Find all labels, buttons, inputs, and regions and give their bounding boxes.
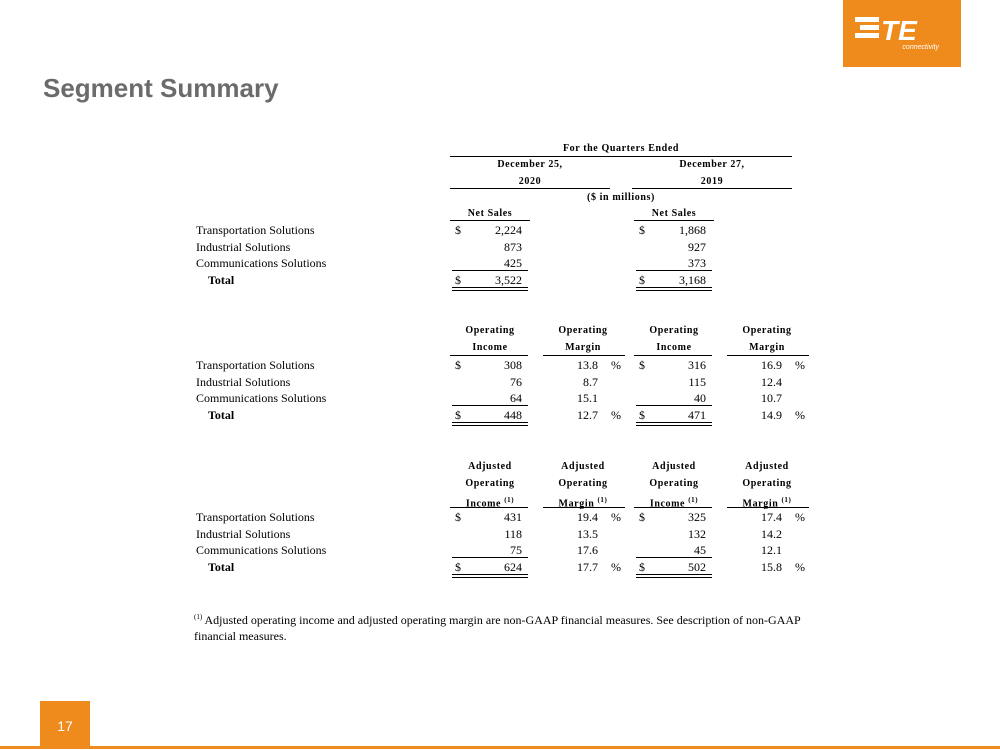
header-margin: Margin [742, 498, 779, 510]
net-sales-total-2020: 3,522 [495, 273, 522, 287]
row-label: Industrial Solutions [196, 375, 291, 389]
adjusted-income-2020: 75 [510, 543, 522, 557]
net-sales-total-2019: 3,168 [679, 273, 706, 287]
header-margin: Margin [749, 342, 785, 353]
operating-income-total-2019: 471 [688, 408, 706, 422]
operating-margin-2020: 13.8 [577, 358, 598, 372]
year-2019: 2019 [700, 176, 724, 187]
operating-income-2019: 316 [688, 358, 706, 372]
currency-symbol: $ [639, 223, 645, 237]
year-2020: 2020 [518, 176, 542, 187]
adjusted-income-2019: 325 [688, 510, 706, 524]
header-margin: Margin [565, 342, 601, 353]
te-logo-mark [843, 0, 961, 67]
logo-subtext: connectivity [902, 44, 939, 51]
percent-sign: % [795, 358, 805, 372]
adjusted-margin-2019: 12.1 [761, 543, 782, 557]
row-label: Communications Solutions [196, 391, 327, 405]
date-2019: December 27, [679, 159, 745, 170]
rule [632, 188, 792, 189]
operating-margin-2019: 16.9 [761, 358, 782, 372]
row-label: Communications Solutions [196, 256, 327, 270]
double-rule [636, 422, 712, 426]
page-number-box [40, 701, 90, 747]
footnote-marker: (1) [504, 496, 515, 504]
operating-income-2020: 64 [510, 391, 522, 405]
footer-rule [0, 746, 1000, 749]
te-connectivity-logo [843, 0, 961, 67]
operating-margin-2019: 12.4 [761, 375, 782, 389]
rule [727, 355, 809, 356]
total-label: Total [208, 273, 235, 287]
adjusted-income-2019: 45 [694, 543, 706, 557]
operating-margin-2019: 10.7 [761, 391, 782, 405]
total-label: Total [208, 560, 235, 574]
net-sales-2020: 2,224 [495, 223, 522, 237]
footnote-marker: (1) [781, 496, 792, 504]
percent-sign: % [795, 408, 805, 422]
header-income: Income [649, 498, 686, 510]
header-operating: Operating [742, 478, 792, 489]
row-label: Communications Solutions [196, 543, 327, 557]
header-margin: Margin [558, 498, 595, 510]
operating-margin-total-2019: 14.9 [761, 408, 782, 422]
rule [543, 507, 625, 508]
header-income: Income [472, 342, 508, 353]
net-sales-2019: 373 [688, 256, 706, 270]
operating-margin-total-2020: 12.7 [577, 408, 598, 422]
rule [543, 355, 625, 356]
rule [452, 557, 528, 558]
operating-income-total-2020: 448 [504, 408, 522, 422]
footnote-marker: (1) [688, 496, 699, 504]
operating-income-2020: 76 [510, 375, 522, 389]
percent-sign: % [795, 510, 805, 524]
adjusted-margin-total-2020: 17.7 [577, 560, 598, 574]
page-number: 17 [57, 718, 73, 734]
adjusted-margin-2019: 14.2 [761, 527, 782, 541]
header-adjusted: Adjusted [745, 461, 789, 472]
percent-sign: % [611, 510, 621, 524]
double-rule [452, 287, 528, 291]
total-label: Total [208, 408, 235, 422]
currency-symbol: $ [639, 273, 645, 287]
header-adjusted: Adjusted [468, 461, 512, 472]
rule [450, 156, 792, 157]
net-sales-header-2020: Net Sales [467, 208, 513, 219]
adjusted-margin-2019: 17.4 [761, 510, 782, 524]
operating-income-2019: 115 [688, 375, 706, 389]
row-label: Transportation Solutions [196, 223, 315, 237]
rule [450, 188, 610, 189]
header-income: Income [656, 342, 692, 353]
operating-income-2020: 308 [504, 358, 522, 372]
rule [450, 220, 530, 221]
header-adjusted: Adjusted [652, 461, 696, 472]
double-rule [636, 287, 712, 291]
currency-symbol: $ [455, 408, 461, 422]
currency-symbol: $ [455, 273, 461, 287]
currency-symbol: $ [455, 358, 461, 372]
rule [636, 270, 712, 271]
operating-margin-2020: 15.1 [577, 391, 598, 405]
footnote-text: Adjusted operating income and adjusted operating margin are non-GAAP financial measures. See description of non-GAAP financial measures. [194, 613, 801, 643]
rule [634, 220, 714, 221]
double-rule [452, 574, 528, 578]
footnote-marker: (1) [194, 613, 203, 621]
net-sales-header-2019: Net Sales [651, 208, 697, 219]
percent-sign: % [611, 358, 621, 372]
currency-symbol: $ [639, 408, 645, 422]
percent-sign: % [611, 560, 621, 574]
header-operating: Operating [742, 325, 792, 336]
double-rule [636, 574, 712, 578]
currency-symbol: $ [639, 560, 645, 574]
units-label: ($ in millions) [587, 192, 655, 203]
rule [450, 507, 528, 508]
currency-symbol: $ [639, 510, 645, 524]
row-label: Industrial Solutions [196, 527, 291, 541]
page-title: Segment Summary [43, 73, 279, 103]
rule [636, 557, 712, 558]
adjusted-margin-total-2019: 15.8 [761, 560, 782, 574]
adjusted-income-total-2019: 502 [688, 560, 706, 574]
row-label: Transportation Solutions [196, 358, 315, 372]
percent-sign: % [795, 560, 805, 574]
double-rule [452, 422, 528, 426]
net-sales-2019: 927 [688, 240, 706, 254]
date-2020: December 25, [497, 159, 563, 170]
row-label: Transportation Solutions [196, 510, 315, 524]
header-operating: Operating [558, 325, 608, 336]
footnote [194, 609, 814, 644]
header-operating: Operating [649, 325, 699, 336]
header-adjusted: Adjusted [561, 461, 605, 472]
adjusted-margin-2020: 13.5 [577, 527, 598, 541]
rule [452, 270, 528, 271]
header-operating: Operating [465, 478, 515, 489]
footnote-marker: (1) [597, 496, 608, 504]
rule [634, 355, 712, 356]
adjusted-income-total-2020: 624 [504, 560, 522, 574]
percent-sign: % [611, 408, 621, 422]
rule [634, 507, 712, 508]
row-label: Industrial Solutions [196, 240, 291, 254]
net-sales-2020: 873 [504, 240, 522, 254]
logo-text: TE [881, 15, 917, 46]
adjusted-income-2020: 118 [504, 527, 522, 541]
currency-symbol: $ [639, 358, 645, 372]
rule [727, 507, 809, 508]
adjusted-margin-2020: 17.6 [577, 543, 598, 557]
adjusted-income-2019: 132 [688, 527, 706, 541]
adjusted-margin-2020: 19.4 [577, 510, 598, 524]
currency-symbol: $ [455, 510, 461, 524]
header-operating: Operating [465, 325, 515, 336]
header-operating: Operating [649, 478, 699, 489]
operating-income-2019: 40 [694, 391, 706, 405]
net-sales-2019: 1,868 [679, 223, 706, 237]
currency-symbol: $ [455, 560, 461, 574]
rule [452, 405, 528, 406]
adjusted-income-2020: 431 [504, 510, 522, 524]
header-operating: Operating [558, 478, 608, 489]
operating-margin-2020: 8.7 [583, 375, 598, 389]
net-sales-2020: 425 [504, 256, 522, 270]
rule [450, 355, 528, 356]
period-title: For the Quarters Ended [562, 143, 680, 154]
header-income: Income [465, 498, 502, 510]
rule [636, 405, 712, 406]
currency-symbol: $ [455, 223, 461, 237]
